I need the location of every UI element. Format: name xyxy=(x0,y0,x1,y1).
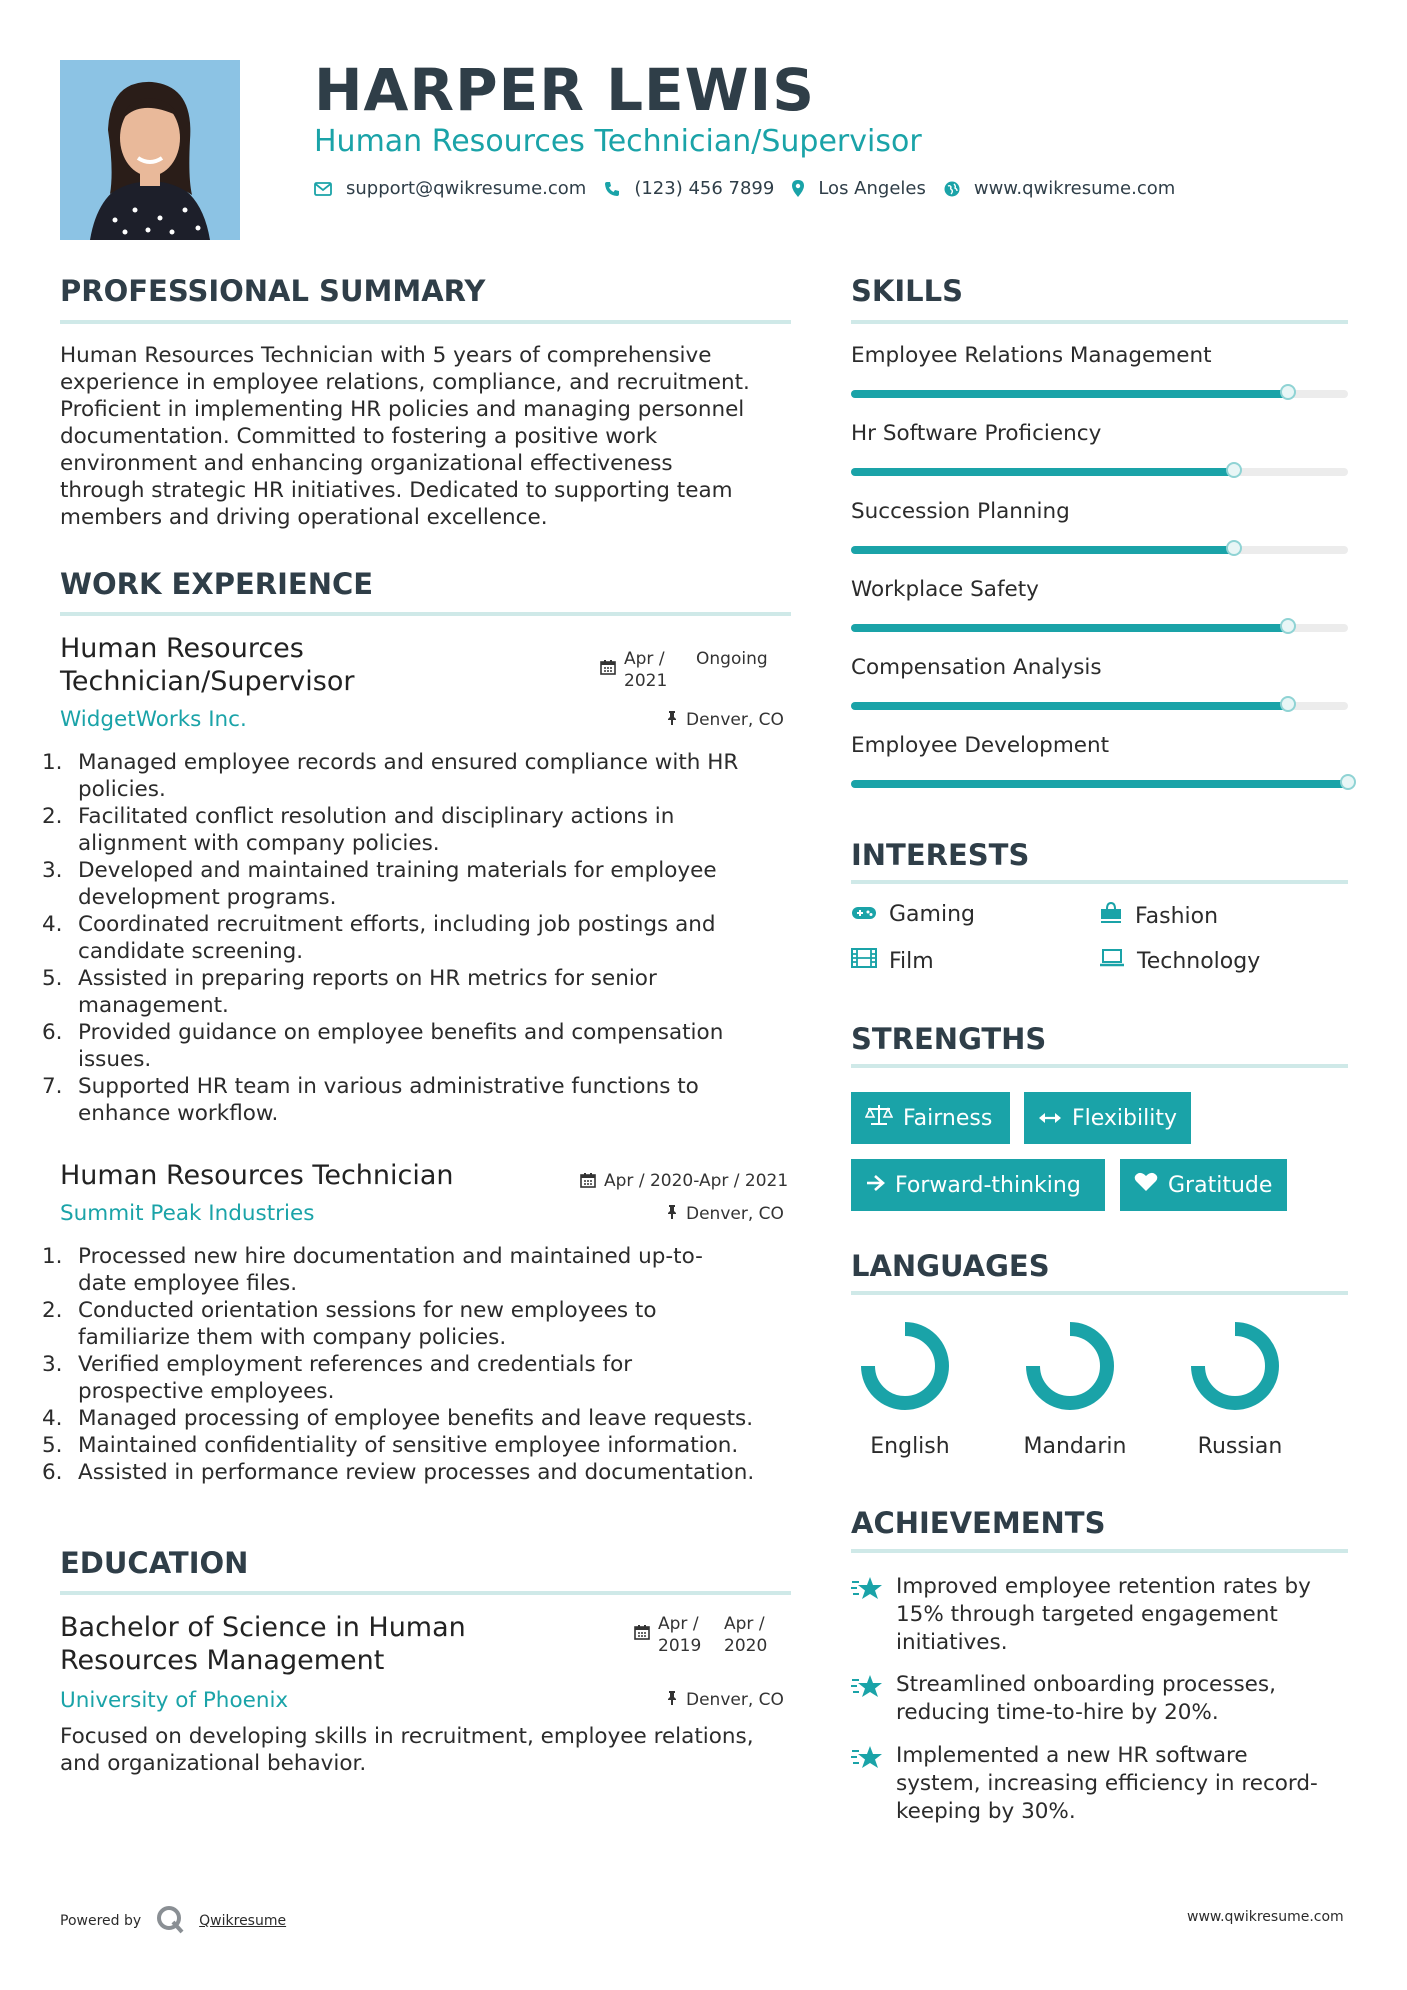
language-ring xyxy=(1185,1316,1285,1416)
achievement-line: 15% through targeted engagement xyxy=(896,1602,1278,1627)
skill-label: Employee Development xyxy=(851,733,1110,758)
calendar-icon xyxy=(600,659,616,681)
job-dates xyxy=(580,1170,788,1194)
job-location xyxy=(666,710,784,730)
laptop-icon xyxy=(1099,948,1125,974)
achievement-line: Streamlined onboarding processes, xyxy=(896,1672,1276,1697)
film-icon xyxy=(851,948,877,974)
item-line: development programs. xyxy=(78,885,337,910)
summary-line: Proficient in implementing HR policies and managing personnel xyxy=(60,397,745,422)
strength-tag xyxy=(851,1092,1010,1144)
achievement-star-icon xyxy=(851,1674,883,1704)
interest-item xyxy=(1099,902,1218,930)
item-line: issues. xyxy=(78,1047,152,1072)
skills-divider xyxy=(851,320,1348,324)
item-line: Verified employment references and credentials for xyxy=(78,1352,633,1377)
job-location-text: Denver, CO xyxy=(686,1204,784,1224)
list-item xyxy=(42,803,820,857)
languages-divider xyxy=(851,1291,1348,1295)
list-item xyxy=(42,965,820,1019)
strength-label: Forward-thinking xyxy=(895,1172,1081,1198)
education-desc-line: and organizational behavior. xyxy=(60,1751,367,1776)
interest-item xyxy=(851,948,934,974)
calendar-icon xyxy=(580,1172,596,1194)
job-title xyxy=(60,632,354,698)
strength-label: Gratitude xyxy=(1168,1172,1273,1198)
list-item xyxy=(42,1432,830,1459)
item-number: 2. xyxy=(42,804,63,829)
achievement-star-icon xyxy=(851,1576,883,1606)
job-location xyxy=(666,1204,784,1224)
location-text: Los Angeles xyxy=(818,178,926,199)
item-number: 3. xyxy=(42,1352,63,1377)
list-item xyxy=(42,1019,820,1073)
item-number: 1. xyxy=(42,1244,63,1269)
skill-bar xyxy=(851,624,1348,632)
skill-bar-knob xyxy=(1280,384,1296,400)
footer-powered xyxy=(60,1904,286,1938)
summary-line: members and driving operational excellence. xyxy=(60,505,548,530)
item-line: Coordinated recruitment efforts, including job postings and xyxy=(78,912,716,937)
skill-bar xyxy=(851,702,1348,710)
achievement-line: reducing time-to-hire by 20%. xyxy=(896,1700,1219,1725)
achievements-divider xyxy=(851,1549,1348,1553)
brand-link[interactable]: Qwikresume xyxy=(199,1913,287,1929)
item-number: 1. xyxy=(42,750,63,775)
item-line: Conducted orientation sessions for new employees to xyxy=(78,1298,657,1323)
date-end: Ongoing xyxy=(696,649,768,669)
strengths-heading: STRENGTHS xyxy=(851,1022,1047,1056)
language-label: Russian xyxy=(1197,1434,1283,1459)
interest-label: Film xyxy=(889,948,934,974)
arrow-right-icon xyxy=(865,1173,885,1198)
achievement-item xyxy=(896,1742,1346,1826)
date-end: Apr / 2020 xyxy=(724,1614,768,1656)
skill-label: Succession Planning xyxy=(851,499,1070,524)
gamepad-icon xyxy=(851,902,877,927)
item-line: Maintained confidentiality of sensitive employee information. xyxy=(78,1433,739,1458)
job-location-text: Denver, CO xyxy=(686,710,784,730)
degree-line: Bachelor of Science in Human xyxy=(60,1612,466,1643)
achievements-heading: ACHIEVEMENTS xyxy=(851,1506,1106,1540)
job-company: WidgetWorks Inc. xyxy=(60,707,247,732)
item-number: 7. xyxy=(42,1074,63,1099)
skill-bar-fill xyxy=(851,780,1348,788)
item-line: Facilitated conflict resolution and disciplinary actions in xyxy=(78,804,675,829)
education-heading: EDUCATION xyxy=(60,1546,249,1580)
list-item xyxy=(42,911,820,965)
pin-icon xyxy=(666,710,678,730)
footer-website[interactable]: www.qwikresume.com xyxy=(1187,1909,1344,1925)
achievement-item xyxy=(896,1671,1346,1727)
item-number: 2. xyxy=(42,1298,63,1323)
language-ring xyxy=(1020,1316,1120,1416)
education-location-text: Denver, CO xyxy=(686,1690,784,1710)
job-title-line: Technician/Supervisor xyxy=(60,666,355,697)
skill-bar-fill xyxy=(851,390,1288,398)
contact-location xyxy=(792,178,926,199)
interest-label: Gaming xyxy=(889,902,975,927)
achievement-line: Implemented a new HR software xyxy=(896,1743,1248,1768)
job-title-line: Human Resources xyxy=(60,633,304,664)
heart-icon xyxy=(1134,1172,1158,1198)
item-number: 6. xyxy=(42,1460,63,1485)
degree-line: Resources Management xyxy=(60,1645,385,1676)
list-item xyxy=(42,1405,830,1432)
date-range: Apr / 2020-Apr / 2021 xyxy=(604,1171,789,1191)
interests-divider xyxy=(851,880,1348,884)
strength-tag xyxy=(851,1159,1105,1211)
skill-bar xyxy=(851,468,1348,476)
skill-bar xyxy=(851,390,1348,398)
skill-label: Employee Relations Management xyxy=(851,343,1212,368)
skill-label: Hr Software Proficiency xyxy=(851,421,1102,446)
candidate-title: Human Resources Technician/Supervisor xyxy=(314,124,922,159)
education-description xyxy=(60,1723,830,1777)
website-text: www.qwikresume.com xyxy=(973,178,1176,199)
item-line: Processed new hire documentation and maintained up-to- xyxy=(78,1244,703,1269)
skill-bar-fill xyxy=(851,546,1234,554)
item-line: policies. xyxy=(78,777,166,802)
skill-bar-knob xyxy=(1280,618,1296,634)
summary-text xyxy=(60,342,795,531)
item-line: enhance workflow. xyxy=(78,1101,279,1126)
list-item xyxy=(42,1351,830,1405)
experience-heading: WORK EXPERIENCE xyxy=(60,567,374,601)
item-line: alignment with company policies. xyxy=(78,831,440,856)
languages-heading: LANGUAGES xyxy=(851,1249,1050,1283)
achievement-line: keeping by 30%. xyxy=(896,1799,1076,1824)
achievement-line: system, increasing efficiency in record- xyxy=(896,1771,1318,1796)
strength-label: Fairness xyxy=(903,1105,993,1131)
achievement-line: Improved employee retention rates by xyxy=(896,1574,1311,1599)
summary-line: Human Resources Technician with 5 years of comprehensive xyxy=(60,343,712,368)
item-number: 6. xyxy=(42,1020,63,1045)
job-company: Summit Peak Industries xyxy=(60,1201,315,1226)
education-location xyxy=(666,1690,784,1710)
education-dates xyxy=(634,1613,776,1657)
strength-tag xyxy=(1024,1092,1191,1144)
achievement-star-icon xyxy=(851,1745,883,1775)
degree-title xyxy=(60,1611,466,1677)
list-item xyxy=(42,749,820,803)
education-desc-line: Focused on developing skills in recruitment, employee relations, xyxy=(60,1724,754,1749)
skills-heading: SKILLS xyxy=(851,274,963,308)
contact-website[interactable] xyxy=(944,178,1175,199)
job-title xyxy=(60,1159,454,1192)
candidate-name: HARPER LEWIS xyxy=(314,56,815,124)
item-line: Managed processing of employee benefits and leave requests. xyxy=(78,1406,754,1431)
skill-bar-knob xyxy=(1226,540,1242,556)
item-number: 5. xyxy=(42,1433,63,1458)
item-line: Supported HR team in various administrative functions to xyxy=(78,1074,699,1099)
skill-bar-fill xyxy=(851,468,1234,476)
date-start: Apr / 2019 xyxy=(658,1614,702,1656)
skill-bar-knob xyxy=(1226,462,1242,478)
job-title-line: Human Resources Technician xyxy=(60,1160,454,1191)
contact-bar xyxy=(314,178,1175,199)
interest-item xyxy=(851,902,975,927)
list-item xyxy=(42,1243,830,1297)
pin-icon xyxy=(666,1690,678,1710)
interest-label: Fashion xyxy=(1135,903,1219,929)
list-item xyxy=(42,857,820,911)
item-line: candidate screening. xyxy=(78,939,304,964)
achievement-item xyxy=(896,1573,1346,1657)
summary-divider xyxy=(60,320,791,324)
experience-divider xyxy=(60,612,791,616)
interest-label: Technology xyxy=(1137,948,1261,974)
envelope-icon xyxy=(314,182,332,196)
achievement-line: initiatives. xyxy=(896,1630,1008,1655)
item-line: prospective employees. xyxy=(78,1379,335,1404)
summary-line: experience in employee relations, compliance, and recruitment. xyxy=(60,370,750,395)
powered-by-text: Powered by xyxy=(60,1913,142,1929)
item-number: 3. xyxy=(42,858,63,883)
scale-icon xyxy=(865,1104,893,1132)
list-item xyxy=(42,1073,820,1127)
interests-heading: INTERESTS xyxy=(851,838,1030,872)
language-label: Mandarin xyxy=(1023,1434,1127,1459)
qwikresume-logo-icon xyxy=(155,1904,185,1938)
skill-bar-fill xyxy=(851,624,1288,632)
strength-tag xyxy=(1120,1159,1287,1211)
contact-email[interactable] xyxy=(314,178,586,199)
phone-icon xyxy=(604,181,620,197)
strength-label: Flexibility xyxy=(1072,1105,1177,1131)
map-pin-icon xyxy=(792,180,804,197)
summary-line: environment and enhancing organizational effectiveness xyxy=(60,451,673,476)
email-text: support@qwikresume.com xyxy=(346,178,587,199)
date-start: Apr / 2021 xyxy=(624,649,668,691)
contact-phone[interactable] xyxy=(604,178,774,199)
item-line: date employee files. xyxy=(78,1271,298,1296)
list-item xyxy=(42,1297,830,1351)
item-line: Assisted in performance review processes and documentation. xyxy=(78,1460,755,1485)
item-number: 4. xyxy=(42,912,63,937)
job-duties xyxy=(42,749,820,1127)
skill-bar-knob xyxy=(1280,696,1296,712)
item-line: Assisted in preparing reports on HR metrics for senior xyxy=(78,966,657,991)
skill-bar xyxy=(851,780,1348,788)
shopping-bag-icon xyxy=(1099,902,1123,930)
calendar-icon xyxy=(634,1624,650,1646)
school-name: University of Phoenix xyxy=(60,1688,289,1713)
item-number: 4. xyxy=(42,1406,63,1431)
item-number: 5. xyxy=(42,966,63,991)
summary-line: through strategic HR initiatives. Dedicated to supporting team xyxy=(60,478,733,503)
education-divider xyxy=(60,1591,791,1595)
profile-photo xyxy=(60,60,240,240)
skill-bar-fill xyxy=(851,702,1288,710)
list-item xyxy=(42,1459,830,1486)
pin-icon xyxy=(666,1204,678,1224)
phone-text: (123) 456 7899 xyxy=(634,178,775,199)
job-dates xyxy=(600,648,768,692)
item-line: Managed employee records and ensured compliance with HR xyxy=(78,750,739,775)
skill-label: Compensation Analysis xyxy=(851,655,1102,680)
item-line: Provided guidance on employee benefits and compensation xyxy=(78,1020,724,1045)
item-line: familiarize them with company policies. xyxy=(78,1325,507,1350)
item-line: management. xyxy=(78,993,229,1018)
item-line: Developed and maintained training materials for employee xyxy=(78,858,717,883)
summary-heading: PROFESSIONAL SUMMARY xyxy=(60,274,486,308)
skill-label: Workplace Safety xyxy=(851,577,1039,602)
skill-bar xyxy=(851,546,1348,554)
interest-item xyxy=(1099,948,1260,974)
language-label: English xyxy=(870,1434,950,1459)
summary-line: documentation. Committed to fostering a positive work xyxy=(60,424,658,449)
language-ring xyxy=(855,1316,955,1416)
globe-icon xyxy=(944,181,960,197)
arrows-horizontal-icon xyxy=(1038,1106,1062,1131)
strengths-divider xyxy=(851,1064,1348,1068)
job-duties xyxy=(42,1243,830,1486)
skill-bar-knob xyxy=(1340,774,1356,790)
